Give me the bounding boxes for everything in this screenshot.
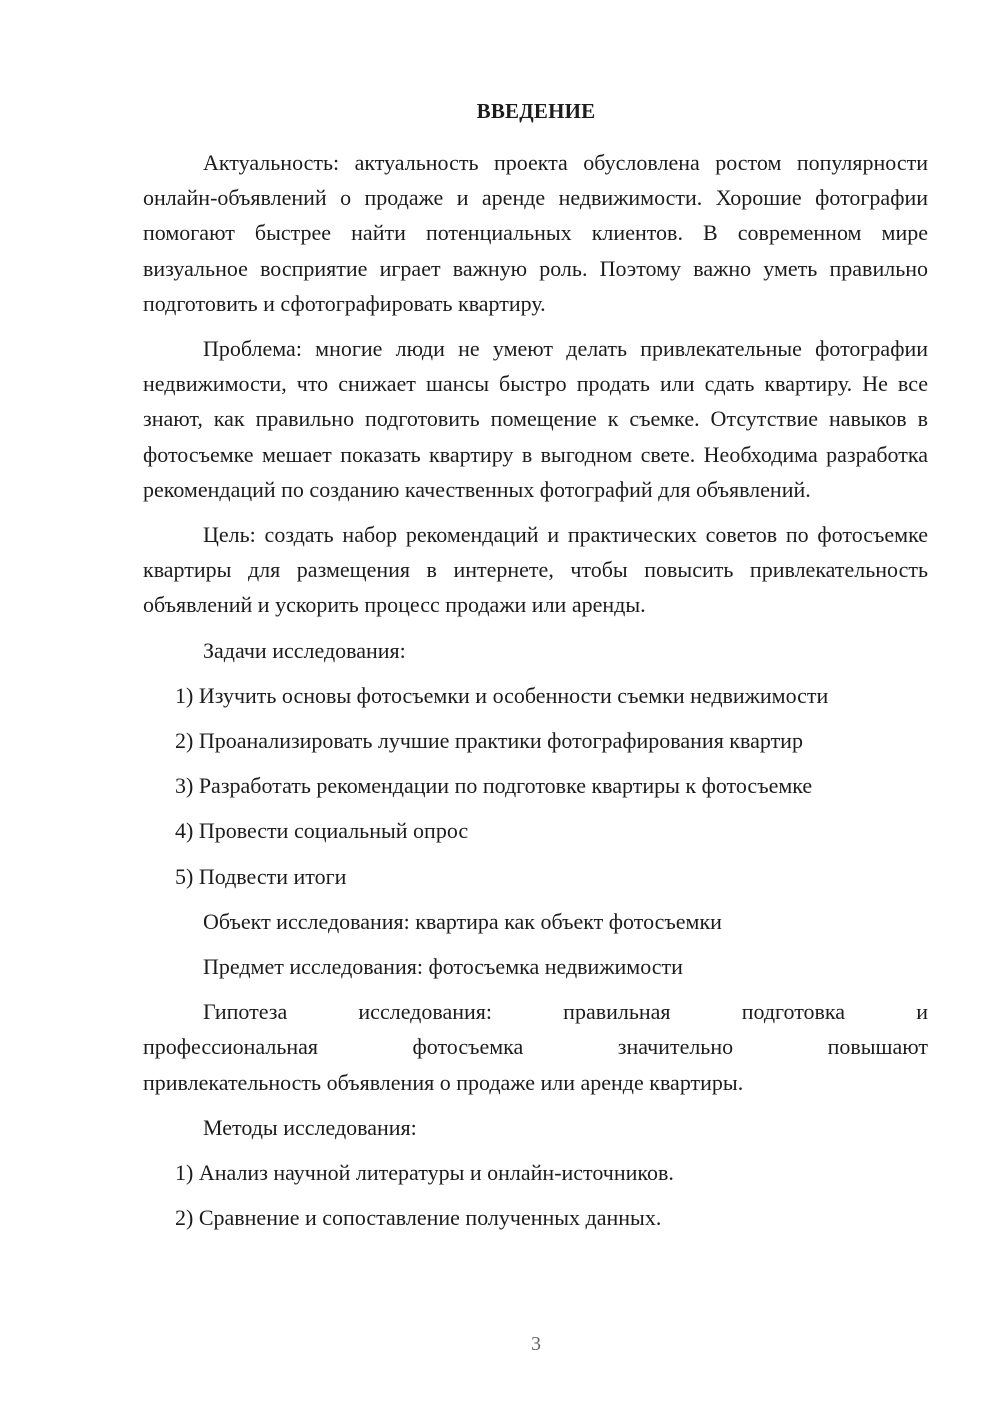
section-heading: ВВЕДЕНИЕ [476,99,596,123]
page-number: 3 [531,1333,541,1355]
paragraph-relevance: Актуальность: актуальность проекта обусловлена ростом популярности онлайн-объявлений о продаже и аренде недвижимости. Хорошие фотографии помогают быстрее найти потенциальных клиентов. В современном мире визуальное восприятие играет важную роль. Поэтому важно уметь правильно подготовить и сфотографировать квартиру. [143,150,928,316]
method-item: 1) Анализ научной литературы и онлайн-источников. [175,1160,674,1186]
paragraph-hypothesis [143,994,928,1100]
method-item: 2) Сравнение и сопоставление полученных данных. [175,1205,662,1231]
hypothesis-line: Гипотеза исследования: правильная подготовка и [203,999,928,1025]
paragraph-goal: Цель: создать набор рекомендаций и практических советов по фотосъемке квартиры для размещения в интернете, чтобы повысить привлекательность объявлений и ускорить процесс продажи или аренды. [143,522,928,618]
paragraph-problem: Проблема: многие люди не умеют делать привлекательные фотографии недвижимости, что снижает шансы быстро продать или сдать квартиру. Не все знают, как правильно подготовить помещение к съемке. Отсутствие навыков в фотосъемке мешает показать квартиру в выгодном свете. Необходима разработка рекомендаций по созданию качественных фотографий для объявлений. [143,336,928,502]
task-item: 2) Проанализировать лучшие практики фотографирования квартир [175,728,803,754]
hypothesis-line: профессиональная фотосъемка значительно повышают [143,1034,928,1060]
methods-title: Методы исследования: [203,1114,417,1140]
task-item: 3) Разработать рекомендации по подготовке квартиры к фотосъемке [175,773,813,799]
tasks-title: Задачи исследования: [203,637,406,663]
research-object: Объект исследования: квартира как объект фотосъемки [203,908,722,934]
research-subject: Предмет исследования: фотосъемка недвижимости [203,954,683,980]
task-item: 5) Подвести итоги [175,863,347,889]
task-item: 1) Изучить основы фотосъемки и особенности съемки недвижимости [175,682,829,708]
document-body [143,145,928,1245]
hypothesis-line: привлекательность объявления о продаже или аренде квартиры. [143,1069,744,1095]
task-item: 4) Провести социальный опрос [175,818,469,844]
